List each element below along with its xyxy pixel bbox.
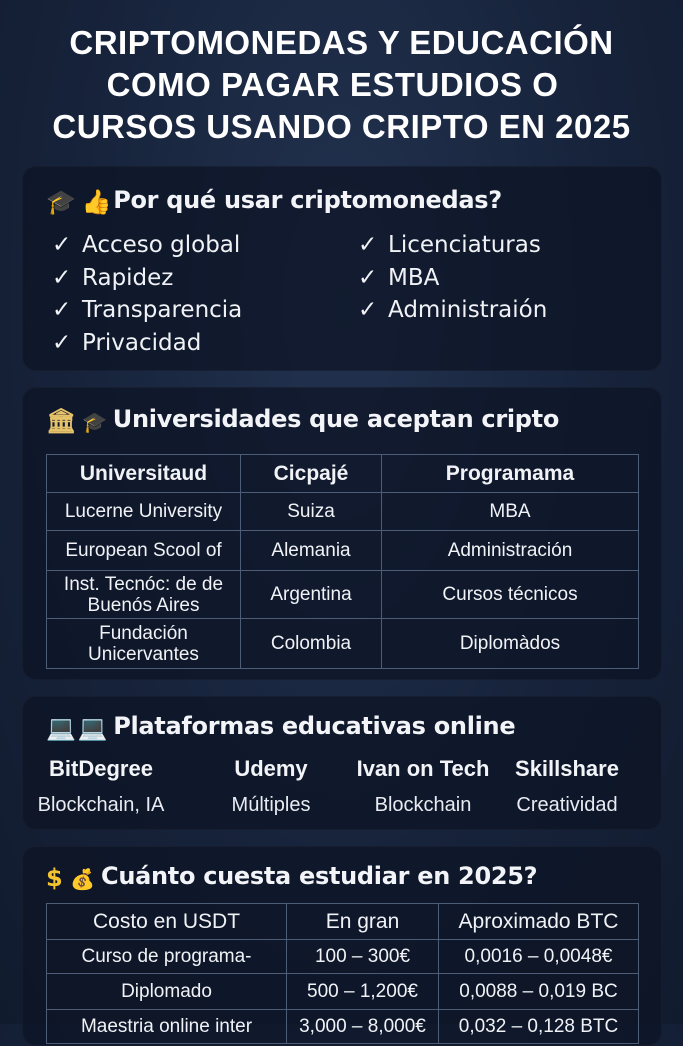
platform-name: Skillshare <box>515 756 619 781</box>
table-cell: Suiza <box>241 493 382 531</box>
table-cell: Maestria online inter <box>47 1010 287 1044</box>
table-cell: Alemania <box>241 531 382 571</box>
check-icon: ✓ <box>52 297 72 323</box>
universities-table <box>46 454 639 669</box>
platforms-heading <box>46 712 515 742</box>
page-title <box>0 22 683 148</box>
table-cell: 0,0088 – 0,019 BC <box>439 974 639 1010</box>
costs-heading <box>46 862 537 892</box>
table-header-cell: Universitaud <box>47 455 241 493</box>
platforms-heading-text: Plataformas educativas online <box>113 712 516 740</box>
why-crypto-heading-text: Por qué usar criptomonedas? <box>113 186 502 214</box>
dollar-sign-icon: $ <box>46 864 63 892</box>
title-line-1: CRIPTOMONEDAS Y EDUCACIÓN <box>69 24 614 61</box>
table-cell: Inst. Tecnóc: de de Buenós Aires <box>47 571 241 619</box>
table-row <box>47 974 639 1010</box>
table-cell: Fundación Unicervantes <box>47 619 241 669</box>
table-cell: Argentina <box>241 571 382 619</box>
benefits-list <box>52 229 242 359</box>
costs-heading-text: Cuánto cuesta estudiar en 2025? <box>101 862 538 890</box>
table-cell: Cursos técnicos <box>382 571 639 619</box>
why-crypto-heading <box>46 186 502 216</box>
title-line-2: COMO PAGAR ESTUDIOS O <box>106 66 559 103</box>
graduation-cap-icon: 🎓 <box>82 410 107 434</box>
universities-card <box>22 387 662 680</box>
table-header-cell: En gran <box>287 904 439 940</box>
platform-item <box>196 756 346 817</box>
check-icon: ✓ <box>358 297 378 323</box>
table-cell: Administración <box>382 531 639 571</box>
platform-topic: Blockchain <box>374 794 472 816</box>
list-item: ✓ Administraión <box>358 294 547 327</box>
table-cell: European Scool of <box>47 531 241 571</box>
costs-card <box>22 846 662 1046</box>
check-icon: ✓ <box>52 264 72 291</box>
table-cell: 0,032 – 0,128 BTC <box>439 1010 639 1044</box>
table-row <box>47 619 639 669</box>
graduation-cap-icon: 🎓 <box>46 188 76 216</box>
money-bag-icon: 💰 <box>70 867 96 891</box>
laptop-icon: 💻 <box>77 714 108 742</box>
platform-item <box>26 756 176 817</box>
table-row <box>47 531 639 571</box>
why-crypto-card <box>22 166 662 371</box>
table-row <box>47 571 639 619</box>
table-cell: 3,000 – 8,000€ <box>287 1010 439 1044</box>
bank-building-icon: 🏛 <box>46 407 77 435</box>
table-cell: Diplomàdos <box>382 619 639 669</box>
table-cell: 100 – 300€ <box>287 940 439 974</box>
list-item: ✓ Transparencia <box>52 294 242 327</box>
laptop-icon: 💻 <box>46 714 76 742</box>
table-header-row <box>47 455 639 493</box>
table-cell: 0,0016 – 0,0048€ <box>439 940 639 974</box>
platform-topic: Blockchain, IA <box>37 794 165 816</box>
platforms-card <box>22 696 662 830</box>
table-row <box>47 1010 639 1044</box>
thumbs-up-icon: 👍 <box>81 188 112 216</box>
platform-topic: Creatividad <box>516 794 618 816</box>
list-item: ✓ MBA <box>358 262 547 295</box>
list-item: ✓ Acceso global <box>52 229 242 262</box>
programs-list <box>358 229 547 327</box>
table-cell: MBA <box>382 493 639 531</box>
title-line-3: CURSOS USANDO CRIPTO EN 2025 <box>52 108 631 145</box>
check-icon: ✓ <box>52 232 72 258</box>
table-cell: Curso de programa- <box>47 940 287 974</box>
table-row <box>47 493 639 531</box>
universities-heading-text: Universidades que aceptan cripto <box>112 405 560 433</box>
costs-table <box>46 903 639 1044</box>
table-row <box>47 940 639 974</box>
table-cell: Lucerne University <box>47 493 241 531</box>
list-item: ✓ Rapidez <box>52 262 242 295</box>
platform-item <box>492 756 642 817</box>
platform-item <box>348 756 498 817</box>
check-icon: ✓ <box>52 329 72 356</box>
table-cell: Diplomado <box>47 974 287 1010</box>
platform-name: Udemy <box>234 756 308 781</box>
check-icon: ✓ <box>358 264 378 291</box>
table-cell: 500 – 1,200€ <box>287 974 439 1010</box>
table-cell: Colombia <box>241 619 382 669</box>
table-header-cell: Aproximado BTC <box>439 904 639 940</box>
list-item: ✓ Licenciaturas <box>358 229 547 262</box>
platform-topic: Múltiples <box>231 794 311 816</box>
table-header-cell: Costo en USDT <box>47 904 287 940</box>
table-header-cell: Cicpajé <box>241 455 382 493</box>
platform-name: Ivan on Tech <box>356 756 490 781</box>
universities-heading <box>46 405 559 435</box>
check-icon: ✓ <box>358 232 378 258</box>
table-header-row <box>47 904 639 940</box>
list-item: ✓ Privacidad <box>52 327 242 360</box>
platform-name: BitDegree <box>49 756 153 781</box>
table-header-cell: Programama <box>382 455 639 493</box>
